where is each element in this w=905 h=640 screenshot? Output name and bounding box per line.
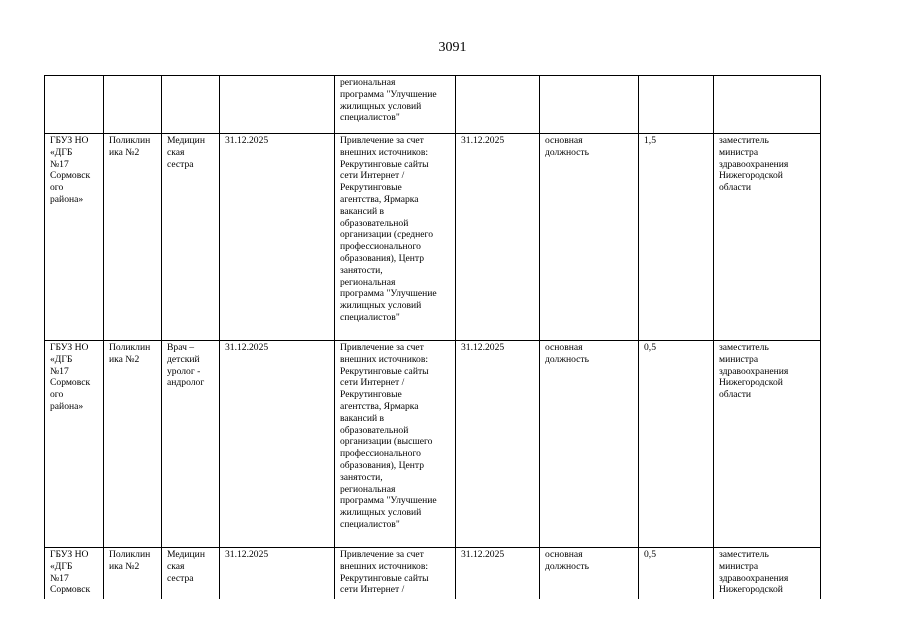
cell-deadline: 31.12.2025 (220, 134, 335, 341)
cell-responsible: заместитель министра здравоохранения Нижегородской области (714, 134, 821, 341)
cell-rate (639, 76, 714, 134)
cell-measures: Привлечение за счет внешних источников: Рекрутинговые сайты сети Интернет / Рекрутинговые агентства, Ярмарка вакансий в образовательной организации (высшего профессионального образования), Центр занятости, региональная программа "Улучшение жилищных условий специалистов" (335, 341, 456, 548)
cell-department: Поликлин ика №2 (104, 134, 162, 341)
cell-department (104, 76, 162, 134)
cell-organization: ГБУЗ НО «ДГБ №17 Сормовск ого района» (45, 134, 104, 341)
cell-organization: ГБУЗ НО «ДГБ №17 Сормовск (45, 548, 104, 608)
cell-position: Медицин ская сестра (162, 134, 220, 341)
cell-measures: региональная программа "Улучшение жилищных условий специалистов" (335, 76, 456, 134)
cell-date: 31.12.2025 (456, 548, 540, 608)
cell-department: Поликлин ика №2 (104, 548, 162, 608)
cell-position-type (540, 76, 639, 134)
cell-rate: 0,5 (639, 341, 714, 548)
cell-responsible (714, 76, 821, 134)
cell-position-type: основная должность (540, 134, 639, 341)
table-row (45, 76, 821, 134)
table-row (45, 341, 821, 548)
cell-position: Медицин ская сестра (162, 548, 220, 608)
cell-department: Поликлин ика №2 (104, 341, 162, 548)
cell-responsible: заместитель министра здравоохранения Нижегородской (714, 548, 821, 608)
page-number: 3091 (438, 40, 467, 55)
cell-position: Врач – детский уролог - андролог (162, 341, 220, 548)
cell-position-type: основная должность (540, 548, 639, 608)
plan-table (44, 75, 821, 608)
cell-position-type: основная должность (540, 341, 639, 548)
cell-deadline (220, 76, 335, 134)
cell-organization: ГБУЗ НО «ДГБ №17 Сормовск ого района» (45, 341, 104, 548)
cell-measures: Привлечение за счет внешних источников: Рекрутинговые сайты сети Интернет / Рекрутинговые агентства, Ярмарка вакансий в образовательной организации (среднего профессионального образования), Центр занятости, региональная программа "Улучшение жилищных условий специалистов" (335, 134, 456, 341)
cell-rate: 1,5 (639, 134, 714, 341)
cell-measures: Привлечение за счет внешних источников: Рекрутинговые сайты сети Интернет / (335, 548, 456, 608)
cell-deadline: 31.12.2025 (220, 548, 335, 608)
cell-date (456, 76, 540, 134)
cell-responsible: заместитель министра здравоохранения Нижегородской области (714, 341, 821, 548)
cell-date: 31.12.2025 (456, 341, 540, 548)
cell-organization (45, 76, 104, 134)
page-bottom-margin (0, 599, 905, 640)
table-row (45, 134, 821, 341)
cell-date: 31.12.2025 (456, 134, 540, 341)
cell-rate: 0,5 (639, 548, 714, 608)
cell-position (162, 76, 220, 134)
cell-deadline: 31.12.2025 (220, 341, 335, 548)
